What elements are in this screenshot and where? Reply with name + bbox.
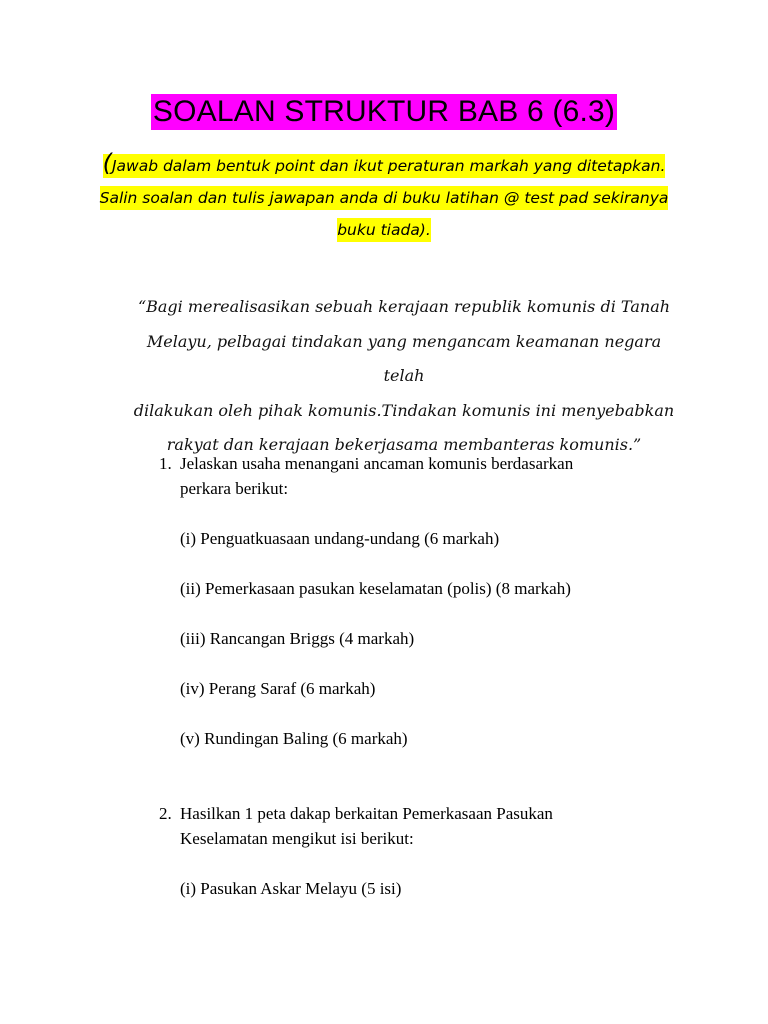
quote-line-1: “Bagi merealisasikan sebuah kerajaan republik komunis di Tanah — [137, 297, 671, 316]
question-text-line-1: Jelaskan usaha menangani ancaman komunis berdasarkan — [180, 454, 574, 473]
instruction-open-paren: ( — [102, 149, 112, 177]
question-text-line-2: Keselamatan mengikut isi berikut: — [180, 829, 414, 848]
question-number: 1. — [159, 454, 172, 473]
sub-item-v: (v) Rundingan Baling (6 markah) — [180, 729, 408, 748]
title-block — [0, 94, 768, 130]
question-number: 2. — [159, 804, 172, 823]
instruction-line-1-text: Jawab dalam bentuk point dan ikut peraturan markah yang ditetapkan. — [111, 157, 666, 175]
instruction-line-2: Salin soalan dan tulis jawapan anda di buku latihan @ test pad sekiranya — [100, 186, 669, 210]
sub-item-iv: (iv) Perang Saraf (6 markah) — [180, 679, 376, 698]
instruction-block — [84, 150, 684, 246]
quote-line-3: dilakukan oleh pihak komunis.Tindakan komunis ini menyebabkan — [133, 400, 675, 420]
sub-item-i: (i) Pasukan Askar Melayu (5 isi) — [180, 879, 402, 898]
quote-block — [130, 290, 678, 463]
question-2 — [159, 801, 699, 901]
instruction-line-3: buku tiada). — [337, 218, 431, 242]
quote-line-4: rakyat dan kerajaan bekerjasama membanteras komunis.” — [166, 435, 642, 454]
question-1 — [159, 451, 699, 751]
instruction-line-1 — [102, 149, 666, 178]
question-text-line-2: perkara berikut: — [180, 479, 289, 498]
sub-item-i: (i) Penguatkuasaan undang-undang (6 markah) — [180, 529, 500, 548]
sub-item-ii: (ii) Pemerkasaan pasukan keselamatan (polis) (8 markah) — [180, 579, 571, 598]
question-text-line-1: Hasilkan 1 peta dakap berkaitan Pemerkasaan Pasukan — [180, 804, 553, 823]
sub-item-iii: (iii) Rancangan Briggs (4 markah) — [180, 629, 415, 648]
page-title: SOALAN STRUKTUR BAB 6 (6.3) — [152, 95, 616, 128]
question-list — [159, 451, 699, 901]
quote-line-2: Melayu, pelbagai tindakan yang mengancam keamanan negara telah — [146, 331, 662, 385]
